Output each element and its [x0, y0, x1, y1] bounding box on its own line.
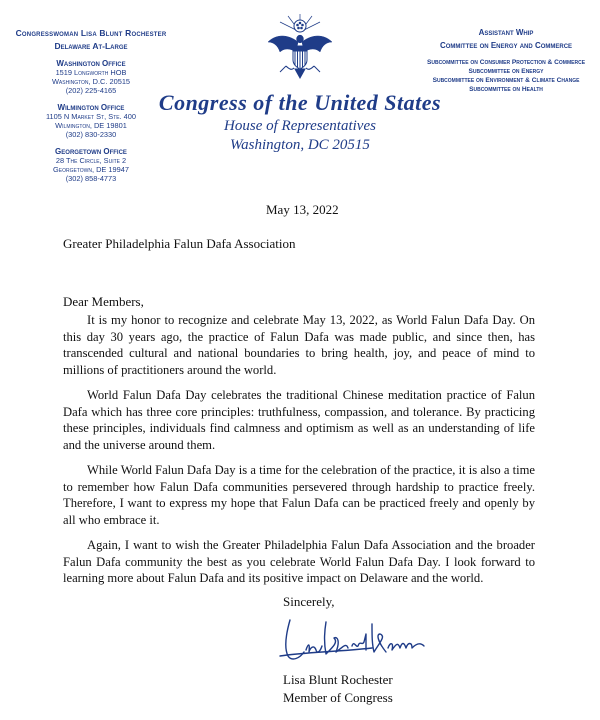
body-paragraph: Again, I want to wish the Greater Philadelphia Falun Dafa Association and the broader Falun Dafa community the best as you celebrate World Falun Dafa Day. I look forward to learning more about Falun Dafa and its positive impact on Delaware and the world.	[63, 538, 535, 585]
subcommittee-item: Subcommittee on Consumer Protection & Commerce	[426, 59, 586, 66]
letterhead-center	[150, 90, 450, 154]
recipient: Greater Philadelphia Falun Dafa Association	[63, 236, 296, 251]
office-title: Georgetown Office	[55, 147, 127, 156]
office-address-line: Georgetown, DE 19947	[53, 165, 129, 174]
subcommittee-item: Subcommittee on Energy	[468, 68, 544, 75]
signer-title: Member of Congress	[283, 690, 393, 705]
handwritten-signature	[276, 612, 436, 668]
congresswoman-name: Congresswoman Lisa Blunt Rochester	[15, 28, 167, 38]
office-address-line: Wilmington, DE 19801	[55, 121, 127, 130]
closing: Sincerely,	[283, 594, 335, 609]
letter-date: May 13, 2022	[266, 202, 339, 217]
office-phone: (302) 830-2330	[65, 130, 117, 139]
chamber-name: House of Representatives	[224, 118, 376, 134]
office-title: Wilmington Office	[57, 103, 125, 112]
office-address-line: 28 The Circle, Suite 2	[55, 156, 127, 165]
office-title: Washington Office	[56, 59, 126, 68]
salutation: Dear Members,	[63, 294, 144, 309]
body-paragraph: While World Falun Dafa Day is a time for the celebration of the practice, it is also a time to remember how Falun Dafa communities persevered through hardship to practice freely. Therefore, I want to express my hope that Falun Dafa can be practiced freely and openly by all who embrace it.	[63, 463, 535, 527]
subcommittee-list	[418, 58, 594, 94]
body-paragraph: World Falun Dafa Day celebrates the traditional Chinese meditation practice of Falun Dafa which has three core principles: truthfulness, compassion, and tolerance. By practicing these principles, individuals find calmness and optimism as well as an understanding of life and the universe around them.	[63, 388, 535, 452]
institution-name: Congress of the United States	[158, 90, 442, 115]
committee-name: Committee on Energy and Commerce	[439, 41, 573, 50]
office-phone: (302) 858-4773	[65, 174, 117, 183]
subcommittee-item: Subcommittee on Environment & Climate Change	[432, 77, 580, 84]
signer-name: Lisa Blunt Rochester	[283, 672, 393, 687]
leadership-role: Assistant Whip	[478, 28, 534, 37]
body-paragraph: It is my honor to recognize and celebrate May 13, 2022, as World Falun Dafa Day. On this day 30 years ago, the practice of Falun Dafa was made public, and since then, has transcended cultural and national boundaries to bring health, joy, and peace of mind to millions of practitioners around the world.	[63, 313, 535, 377]
subcommittee-item: Subcommittee on Health	[469, 86, 543, 93]
city-address: Washington, DC 20515	[230, 137, 370, 153]
office-phone: (202) 225-4165	[65, 86, 117, 95]
office-address-line: 1105 N Market St, Ste. 400	[45, 112, 137, 121]
office-address-line: 1519 Longworth HOB	[55, 68, 127, 77]
office-address-line: Washington, D.C. 20515	[51, 77, 131, 86]
letterhead-right-column	[418, 28, 594, 94]
district: Delaware At-Large	[54, 41, 128, 51]
great-seal-eagle-icon	[262, 12, 338, 88]
letter-body	[63, 312, 535, 596]
